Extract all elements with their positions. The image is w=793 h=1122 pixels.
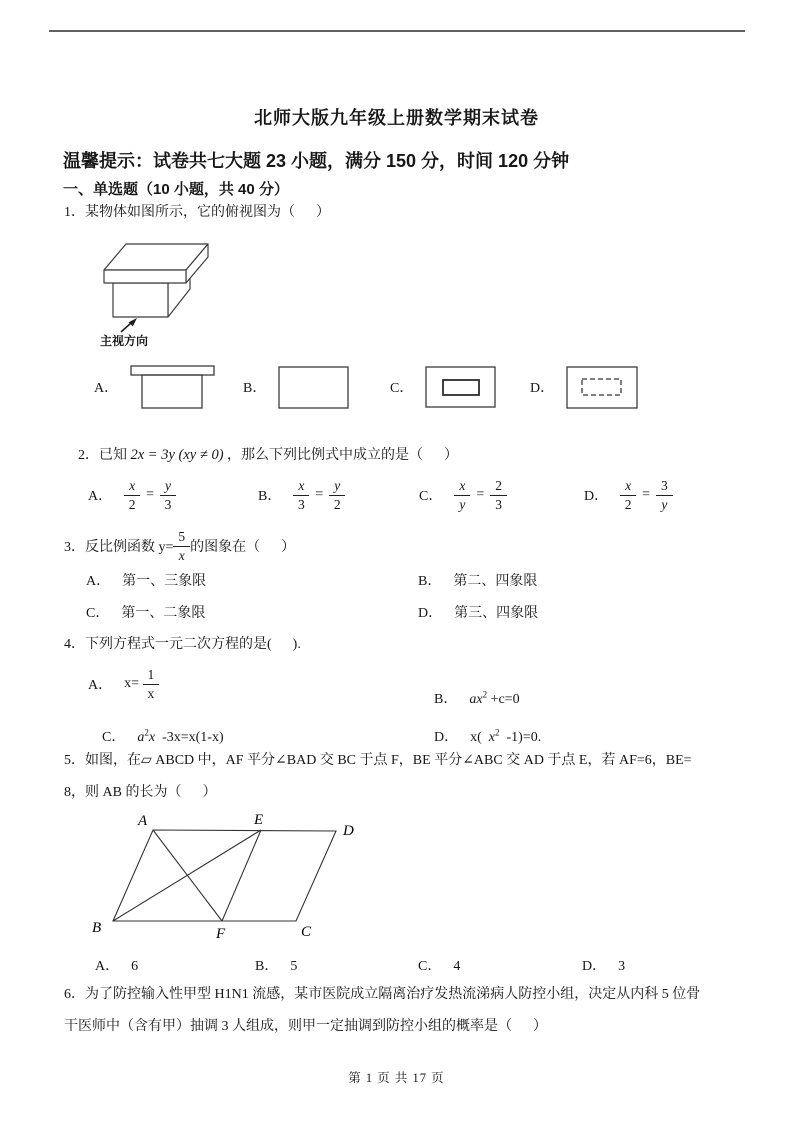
option-d-shape (566, 366, 638, 409)
q5-option-d (582, 955, 625, 975)
option-text: 6 (131, 959, 139, 974)
question-4-text: 4．下列方程式一元二次方程的是( ). (64, 637, 301, 652)
q1-option-a (94, 363, 216, 411)
q2-option-a (88, 464, 176, 526)
q5-option-c (418, 955, 460, 975)
q1-option-d (530, 363, 638, 411)
vertex-label-b: B (92, 920, 102, 936)
vertex-label-f: F (216, 926, 226, 942)
option-label: D． (418, 606, 443, 621)
fraction (160, 478, 176, 512)
frac-denominator: 2 (333, 497, 341, 512)
option-label: A． (95, 959, 120, 974)
frac-numerator: x (124, 478, 140, 496)
exam-notice: 温馨提示：试卷共七大题 23 小题，满分 150 分，时间 120 分钟 (63, 151, 570, 171)
math-text: ax (469, 692, 483, 707)
option-text: 第一、二象限 (121, 606, 206, 621)
option-label: B． (418, 574, 442, 589)
q2-formula: 2x = 3y (xy ≠ 0) (130, 446, 224, 463)
frac-denominator: x (147, 686, 155, 701)
q3-option-c (86, 602, 205, 622)
option-text: 第二、四象限 (453, 574, 538, 589)
fraction (656, 478, 673, 512)
option-label: B． (243, 381, 267, 396)
q2-option-b (258, 464, 345, 526)
frac-denominator: 3 (297, 497, 305, 512)
figure-caption: 主视方向 (100, 334, 149, 348)
frac-denominator: 3 (495, 497, 502, 512)
frac-numerator: 2 (490, 478, 507, 496)
q2-prefix: 2．已知 (78, 447, 131, 463)
exponent: 2 (482, 689, 488, 700)
question-6-text-line1: 6．为了防控输入性甲型 H1N1 流感，某市医院成立隔离治疗发热流涕病人防控小组，决定从内科 5 位骨 (64, 987, 701, 1002)
frac-numerator: y (329, 478, 345, 496)
page-title: 北师大版九年级上册数学期末试卷 (254, 108, 539, 128)
frac-denominator: x (178, 548, 185, 563)
option-label: D． (582, 959, 607, 974)
math-text: x( (470, 730, 489, 745)
option-label: C． (86, 606, 110, 621)
q3-option-a (86, 570, 206, 590)
frac-denominator: y (459, 497, 466, 512)
math-text: -3x=x(1-x) (155, 730, 224, 745)
option-text: 5 (290, 959, 298, 974)
exponent: 2 (144, 727, 149, 738)
option-label: A． (88, 678, 113, 693)
q3-prefix: 3．反比例函数 y= (64, 540, 174, 555)
math-text: x= (124, 676, 143, 691)
section-heading: 一、单选题（10 小题，共 40 分） (63, 181, 289, 198)
frac-denominator: 2 (128, 497, 136, 512)
q2-option-c (419, 464, 507, 526)
frac-numerator: x (293, 478, 309, 496)
vertex-label-a: A (138, 813, 148, 829)
q2-option-d (584, 464, 673, 526)
exponent: 2 (495, 727, 500, 738)
equals-sign: = (315, 487, 324, 502)
q2-suffix: ，那么下列比例式中成立的是（ ） (223, 447, 459, 463)
option-label: B． (258, 489, 282, 504)
question-3-text (64, 524, 295, 568)
option-label: C． (390, 381, 414, 396)
option-label: D． (584, 489, 609, 504)
q1-option-c (390, 363, 496, 411)
q1-option-b (243, 363, 349, 411)
solid-object-3d-figure (97, 241, 222, 336)
question-6-text-line2: 干医师中（含有甲）抽调 3 人组成，则甲一定抽调到防控小组的概率是（ ） (64, 1019, 547, 1034)
fraction (329, 478, 345, 512)
option-text: 第三、四象限 (454, 606, 539, 621)
option-b-shape (278, 366, 349, 409)
option-c-shape (425, 366, 496, 408)
vertex-label-c: C (301, 924, 312, 940)
q5-option-b (255, 955, 297, 975)
frac-numerator: y (160, 478, 176, 496)
option-label: A． (88, 489, 113, 504)
q4-option-a (88, 658, 159, 710)
fraction (620, 478, 636, 512)
q5-option-a (95, 955, 138, 975)
view-direction-arrow-icon (121, 318, 137, 332)
fraction (454, 478, 470, 512)
question-5-text-line2: 8，则 AB 的长为（ ） (64, 785, 217, 800)
vertex-label-e: E (254, 812, 264, 828)
math-text: x (148, 730, 156, 745)
frac-numerator: x (620, 478, 636, 496)
option-label: B． (434, 692, 458, 707)
math-text: -1)=0. (499, 730, 542, 745)
option-label: C． (419, 489, 443, 504)
option-text: 4 (453, 959, 461, 974)
header-rule (49, 30, 745, 32)
frac-denominator: 2 (624, 497, 632, 512)
math-text: x (488, 730, 496, 745)
fraction (173, 529, 190, 563)
frac-numerator: 3 (656, 478, 673, 496)
frac-denominator: 3 (164, 497, 172, 512)
vertex-label-d: D (343, 823, 354, 839)
equals-sign: = (642, 487, 651, 502)
q3-suffix: 的图象在（ ） (190, 540, 296, 555)
question-5-text-line1: 5．如图，在▱ ABCD 中，AF 平分∠BAD 交 BC 于点 F，BE 平分∠ABC 交 AD 于点 E，若 AF=6，BE= (64, 753, 692, 768)
frac-denominator: y (661, 497, 668, 512)
frac-numerator: x (454, 478, 470, 496)
q3-option-b (418, 570, 537, 590)
option-text: 第一、三象限 (122, 574, 207, 589)
question-1-figure (97, 241, 227, 351)
option-label: C． (102, 730, 126, 745)
fraction (143, 667, 160, 701)
fraction (124, 478, 140, 512)
option-label: A． (86, 574, 111, 589)
page-footer: 第 1 页 共 17 页 (348, 1071, 445, 1085)
math-text: +c=0 (487, 692, 520, 707)
equals-sign: = (146, 487, 155, 502)
question-1-text: 1．某物体如图所示，它的俯视图为（ ） (64, 205, 330, 220)
parallelogram-figure (90, 810, 370, 944)
option-label: B． (255, 959, 279, 974)
question-5-figure (90, 810, 370, 944)
fraction (293, 478, 309, 512)
option-label: A． (94, 381, 119, 396)
option-a-shape (130, 365, 216, 409)
option-label: D． (530, 381, 555, 396)
option-label: C． (418, 959, 442, 974)
option-label: D． (434, 730, 459, 745)
math-text: a (137, 730, 145, 745)
q3-option-d (418, 602, 538, 622)
frac-numerator: 5 (173, 529, 190, 547)
option-text: 3 (618, 959, 626, 974)
equals-sign: = (476, 487, 485, 502)
fraction (490, 478, 507, 512)
frac-numerator: 1 (143, 667, 160, 685)
